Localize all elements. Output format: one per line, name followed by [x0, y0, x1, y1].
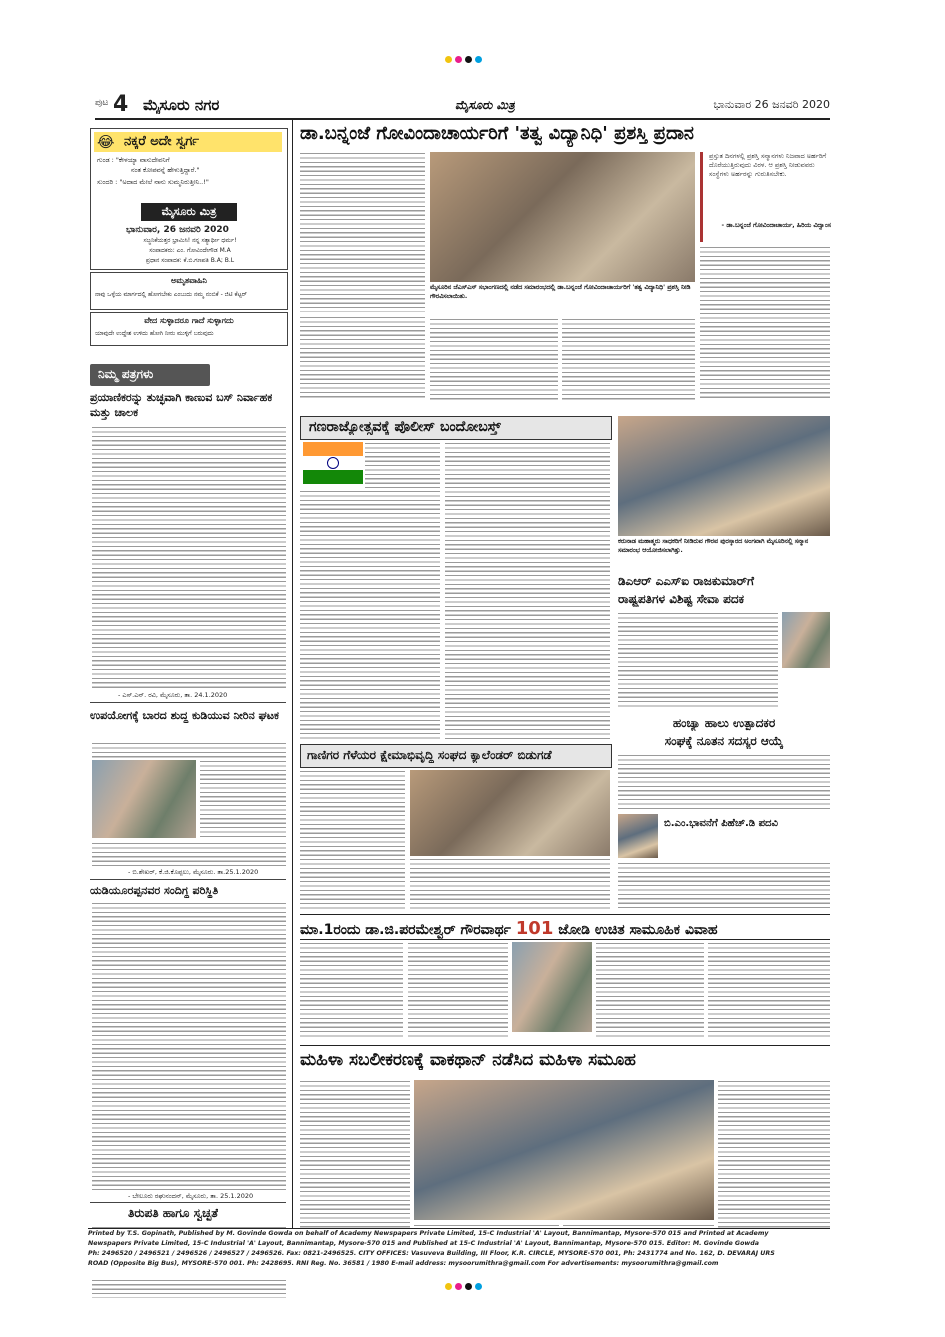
page-date: ಭಾನುವಾರ 26 ಜನವರಿ 2020 [713, 98, 830, 111]
headline-box [300, 1045, 830, 1076]
article-body [618, 612, 778, 710]
article-body [596, 942, 704, 1040]
joke-box [90, 128, 288, 270]
left-column [88, 128, 288, 1268]
joke-title: ನಕ್ಕರೆ ಅದೇ ಸ್ವರ್ಗ [124, 134, 199, 149]
headline: ಡಾ.ಬನ್ನಂಜೆ ಗೋವಿಂದಾಚಾರ್ಯರಿಗೆ 'ತತ್ವ ವಿದ್ಯಾನಿಧಿ' ಪ್ರಶಸ್ತಿ ಪ್ರದಾನ [300, 123, 694, 144]
headline-suffix: ಜೋಡಿ ಉಚಿತ ಸಾಮೂಹಿಕ ವಿವಾಹ [558, 922, 718, 938]
registration-mark [455, 56, 462, 63]
headline-number: 101 [515, 918, 554, 939]
article-body [300, 152, 425, 312]
article-body [300, 942, 403, 1040]
amruta-text: ನಾವು ಒಳ್ಳೆಯ ಮಾರ್ಗದಲ್ಲಿ ಹೋಗಬೇಕು ಎಂಬುದು ನಮ್ಮ ನಂಬಿಕೆ - ಜಿಟಿ ಕೆಟ್ಟರ್ [95, 291, 247, 298]
headline-box [300, 914, 830, 940]
joke-header [94, 132, 282, 152]
headline [300, 918, 830, 939]
article-body [300, 316, 425, 400]
divider [90, 702, 286, 703]
section-title: ಮೈಸೂರು ನಗರ [143, 96, 220, 114]
registration-mark [445, 1283, 452, 1290]
award-photo [430, 152, 695, 282]
headline: ಹಂಚ್ಯಾ ಹಾಲು ಉತ್ಪಾದಕರ [672, 716, 776, 730]
laughing-face-icon: 😂 [97, 133, 115, 151]
article-body [410, 858, 610, 912]
letter-body [92, 842, 286, 866]
quote-title: ವೇದ ಸುಳ್ಳಾದರೂ ಗಾದೆ ಸುಳ್ಳಾಗದು [144, 316, 234, 325]
joke-line: ಸುಂದರಿ : "ಅದಾದ ಮೇಲೆ ನಾನು ಸುಮ್ಮನಿರುತ್ತೀನಿ..!" [97, 178, 209, 186]
article-body [365, 442, 440, 488]
footer-line: Printed by T.S. Gopinath, Published by M. Govinde Gowda on behalf of Academy Newspapers Private Limited, 15-C Industrial 'A' Layout, Bannimantap, Mysore-570 015 and Printed at Academy [88, 1230, 769, 1237]
photo-caption: ಕರುನಾಡ ಮಹಾತ್ಮರು ಸಾಧಕರಿಗೆ ನೀಡಿರುವ ಗೌರವ ಪುರಸ್ಕಾರದ ಅಂಗವಾಗಿ ಮೈಸೂರಿನಲ್ಲಿ ಸನ್ಮಾನ ಸಮಾರಂಭ ಆಯೋಜಿಸಲಾಗಿತ್ತು. [618, 538, 809, 554]
headline: ಸಂಘಕ್ಕೆ ನೂತನ ಸದಸ್ಯರ ಆಯ್ಕೆ [664, 734, 784, 748]
article-body [300, 770, 405, 912]
article-body [618, 862, 830, 910]
letter-title: ತಿರುಪತಿ ಹಾಗೂ ಸ್ವಚ್ಛತೆ [128, 1206, 219, 1220]
article-body [445, 442, 610, 740]
letter-signature: - ಎಸ್.ಎನ್. ರವಿ, ಮೈಸೂರು, ತಾ. 24.1.2020 [118, 691, 228, 699]
column-rule [292, 120, 293, 1270]
headline-box [300, 416, 612, 440]
letter-signature: - ಬೇಲೂರು ರಘುನಂದನ್, ಮೈಸೂರು, ತಾ. 25.1.2020 [128, 1192, 254, 1200]
article-body [430, 318, 558, 400]
registration-mark [455, 1283, 462, 1290]
photo-caption: ಮೈಸೂರಿನ ಜೆಎಸ್‌ಎಸ್ ಸಭಾಂಗಣದಲ್ಲಿ ನಡೆದ ಸಮಾರಂಭದಲ್ಲಿ ಡಾ.ಬನ್ನಂಜೆ ಗೋವಿಂದಾಚಾರ್ಯರಿಗೆ 'ತತ್ವ ವಿದ್ಯಾನಿಧಿ' ಪ್ರಶಸ್ತಿ ನೀಡಿ ಗೌರವಿಸಲಾಯಿತು. [430, 284, 691, 300]
letter-signature: - ಬಿ.ಶೇಖರ್, ಕೆ.ಜಿ.ಕೊಪ್ಪಲು, ಮೈಸೂರು. ತಾ.25.1.2020 [128, 868, 259, 876]
felicitation-photo [618, 416, 830, 536]
student-photo [618, 814, 658, 858]
page-label: ಪುಟ [95, 98, 109, 108]
letters-banner [90, 364, 210, 386]
amruta-box [90, 272, 288, 310]
headline-prefix: ಮಾ.1ರಂದು ಡಾ.ಜಿ.ಪರಮೇಶ್ವರ್ ಗೌರವಾರ್ಥ [300, 922, 511, 938]
letter-title: ಯಡಿಯೂರಪ್ಪನವರ ಸಂದಿಗ್ಧ ಪರಿಸ್ಥಿತಿ [90, 884, 219, 897]
headline: ಗಾಣಿಗರ ಗೆಳೆಯರ ಕ್ಷೇಮಾಭಿವೃದ್ಧಿ ಸಂಘದ ಕ್ಯಾಲೆಂಡರ್ ಬಿಡುಗಡೆ [307, 748, 552, 762]
divider [90, 879, 286, 880]
editor-line: ಪ್ರಧಾನ ಸಂಪಾದಕ: ಕೆ.ಬಿ.ಗಣಪತಿ B.A; B.L [145, 257, 235, 264]
footer-line: Newspapers Private Limited, 15-C Industrial 'A' Layout, Bannimantap, Mysore-570 015 and Published at 15-C Industrial 'A' Layout, Bannimantap, Mysore-570 015. Editor: M. Govinde Gowda [88, 1240, 759, 1247]
letter-body [200, 760, 286, 840]
registration-mark [445, 56, 452, 63]
mini-date: ಭಾನುವಾರ, 26 ಜನವರಿ 2020 [126, 225, 229, 235]
editor-line: ಸಂಪಾದಕರು: ಎಂ. ಗೋವಿಂದೇಗೌಡ M.A [149, 247, 231, 254]
page-header [95, 94, 830, 120]
article-body [300, 490, 440, 740]
officer-photo [782, 612, 830, 668]
amruta-title: ಅಮೃತವಾಹಿನಿ [171, 276, 207, 285]
phd-headline: ಬಿ.ಎಂ.ಭಾವನೆಗೆ ಪಿಹೆಚ್.ಡಿ ಪದವಿ [664, 818, 778, 829]
mini-masthead: ಮೈಸೂರು ಮಿತ್ರ [141, 203, 237, 221]
pull-quote: ಪ್ರಸ್ತುತ ದಿನಗಳಲ್ಲಿ ಪ್ರಶಸ್ತಿ ಸನ್ಮಾನಗಳು ನಿಜವಾದ ಅರ್ಹರಿಗೆ ದೊರೆಯುತ್ತಿರುವುದು ವಿರಳ. ಆ ಪ್ರಶಸ್ತಿ ನೀಡುವವರು ಸಂಸ್ಥೆಗಳು ಅರ್ಹರನ್ನು ಗುರುತಿಸಬೇಕು. [709, 152, 827, 178]
article-body [408, 942, 508, 1040]
pull-quote-box [700, 152, 833, 242]
article-body [708, 942, 830, 1040]
article-body [618, 754, 830, 810]
headline: ರಾಷ್ಟ್ರಪತಿಗಳ ವಿಶಿಷ್ಟ ಸೇವಾ ಪದಕ [618, 592, 744, 606]
walkathon-photo [414, 1080, 714, 1220]
joke-line: ನಂತ ಕೋಪವನ್ನೆ ಹೇಳುತ್ತಿದ್ದಾರೆ." [131, 166, 200, 174]
headline-box [300, 744, 612, 768]
pull-quote-sign: - ಡಾ.ಬನ್ನಂಜೆ ಗೋವಿಂದಾಚಾರ್ಯ, ಹಿರಿಯ ವಿದ್ವಾಂಸ [721, 222, 831, 229]
divider [90, 1202, 286, 1203]
masthead: ಮೈಸೂರು ಮಿತ್ರ [455, 98, 515, 112]
footer [88, 1228, 830, 1279]
letter-body [92, 742, 286, 758]
portrait-photo [512, 942, 592, 1032]
registration-mark [465, 56, 472, 63]
flag-graphic [303, 442, 363, 484]
calendar-release-photo [410, 770, 610, 856]
page-number: 4 [113, 92, 129, 117]
headline: ಡಿಎಆರ್ ಎಎಸ್ಐ ರಾಜಕುಮಾರ್‌ಗೆ [618, 574, 754, 588]
water-unit-photo [92, 760, 196, 838]
quote-text: ಯಾವುದೇ ಉದ್ದೇಶ ಉಳಿದು ಹೋಗಿ ನೀರು ಮುಳ್ಳಿಗೆ ಬರುವುದು [95, 330, 214, 337]
headline: ಮಹಿಳಾ ಸಬಲೀಕರಣಕ್ಕೆ ವಾಕಥಾನ್ ನಡೆಸಿದ ಮಹಿಳಾ ಸಮೂಹ [300, 1050, 636, 1070]
letters-title: ನಿಮ್ಮ ಪತ್ರಗಳು [98, 367, 154, 381]
registration-mark [475, 1283, 482, 1290]
letter-title: ಉಪಯೋಗಕ್ಕೆ ಬಾರದ ಶುದ್ಧ ಕುಡಿಯುವ ನೀರಿನ ಘಟಕ [90, 709, 279, 722]
quote-box [90, 312, 288, 346]
footer-line: ROAD (Opposite Big Bus), MYSORE-570 001. Ph: 2428695. RNI Reg. No. 36581 / 1980 E-mail address: mysoorumithra@gmail.com For advertisements: mysoorumithra@gmail.com [88, 1260, 719, 1267]
footer-line: Ph: 2496520 / 2496521 / 2496526 / 2496527 / 2496526. Fax: 0821-2496525. CITY OFFICES: Vasuveva Building, III Floor, K.R. CIRCLE, MYSORE-570 001, Ph: 2431774 and No. 162, D. DEVARAJ URS [88, 1250, 775, 1257]
article-body [562, 318, 695, 400]
joke-line: ಗುಂಡ : "ಕೇಳಯ್ಯಾ ವಾಸುದೇವನಿಗೆ [97, 156, 170, 164]
headline: ಗಣರಾಜ್ಯೋತ್ಸವಕ್ಕೆ ಪೊಲೀಸ್ ಬಂದೋಬಸ್ತ್ [309, 419, 501, 435]
registration-mark [465, 1283, 472, 1290]
editor-line: ಸಜ್ಜನಿಕೆಯತ್ತರ ಭ್ರಾಮಿಸಿ! ನನ್ನ ಸತ್ಯಾರ್ಥೀ ಧರ್ಮ! [143, 237, 237, 244]
article-body [700, 246, 830, 400]
letter-body [92, 426, 286, 689]
registration-mark [475, 56, 482, 63]
letter-title: ಪ್ರಯಾಣಿಕರನ್ನು ತುಚ್ಛವಾಗಿ ಕಾಣುವ ಬಸ್ ನಿರ್ವಾಹಕ ಮತ್ತು ಚಾಲಕ [90, 391, 273, 419]
letter-body [92, 902, 286, 1190]
